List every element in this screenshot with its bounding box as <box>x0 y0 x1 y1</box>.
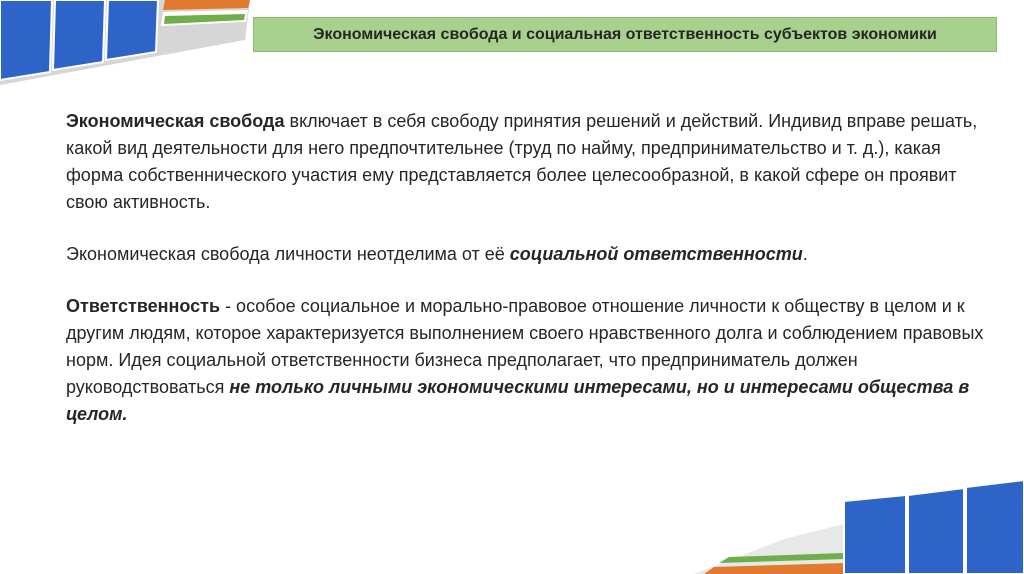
emphasis-social-responsibility: социальной ответственности <box>509 244 803 264</box>
paragraph-text: Экономическая свобода личности неотделима от её <box>66 244 510 264</box>
paragraph-text: - особое социальное и морально-правовое отношение личности к обществу в целом и к другим людям, которое характеризуется выполнением своего нравственного долга и соблюдением правовых норм. Идея социальной ответственности бизнеса предполагает, что предприниматель должен руководствоваться <box>66 296 984 397</box>
emphasis-society-interests: не только личными экономическими интересами, но и интересами общества в целом. <box>66 377 970 424</box>
slide-body <box>66 108 986 428</box>
paragraph-responsibility <box>66 293 986 428</box>
term-responsibility: Ответственность <box>66 296 221 316</box>
slide-title: Экономическая свобода и социальная ответственность субъектов экономики <box>313 25 937 43</box>
corner-decoration-top-left <box>0 0 250 90</box>
corner-decoration-bottom-right <box>694 479 1024 574</box>
term-economic-freedom: Экономическая свобода <box>66 111 285 131</box>
paragraph-text: включает в себя свободу принятия решений и действий. Индивид вправе решать, какой вид деятельности для него предпочтительнее (труд по найму, предпринимательство и т. д.), какая форма собственнического участия ему представляется более целесообразной, в какой сфере он проявит свою активность. <box>66 111 978 212</box>
title-banner <box>253 17 997 52</box>
paragraph-freedom-responsibility <box>66 241 986 268</box>
paragraph-economic-freedom <box>66 108 986 216</box>
paragraph-end: . <box>802 244 808 264</box>
